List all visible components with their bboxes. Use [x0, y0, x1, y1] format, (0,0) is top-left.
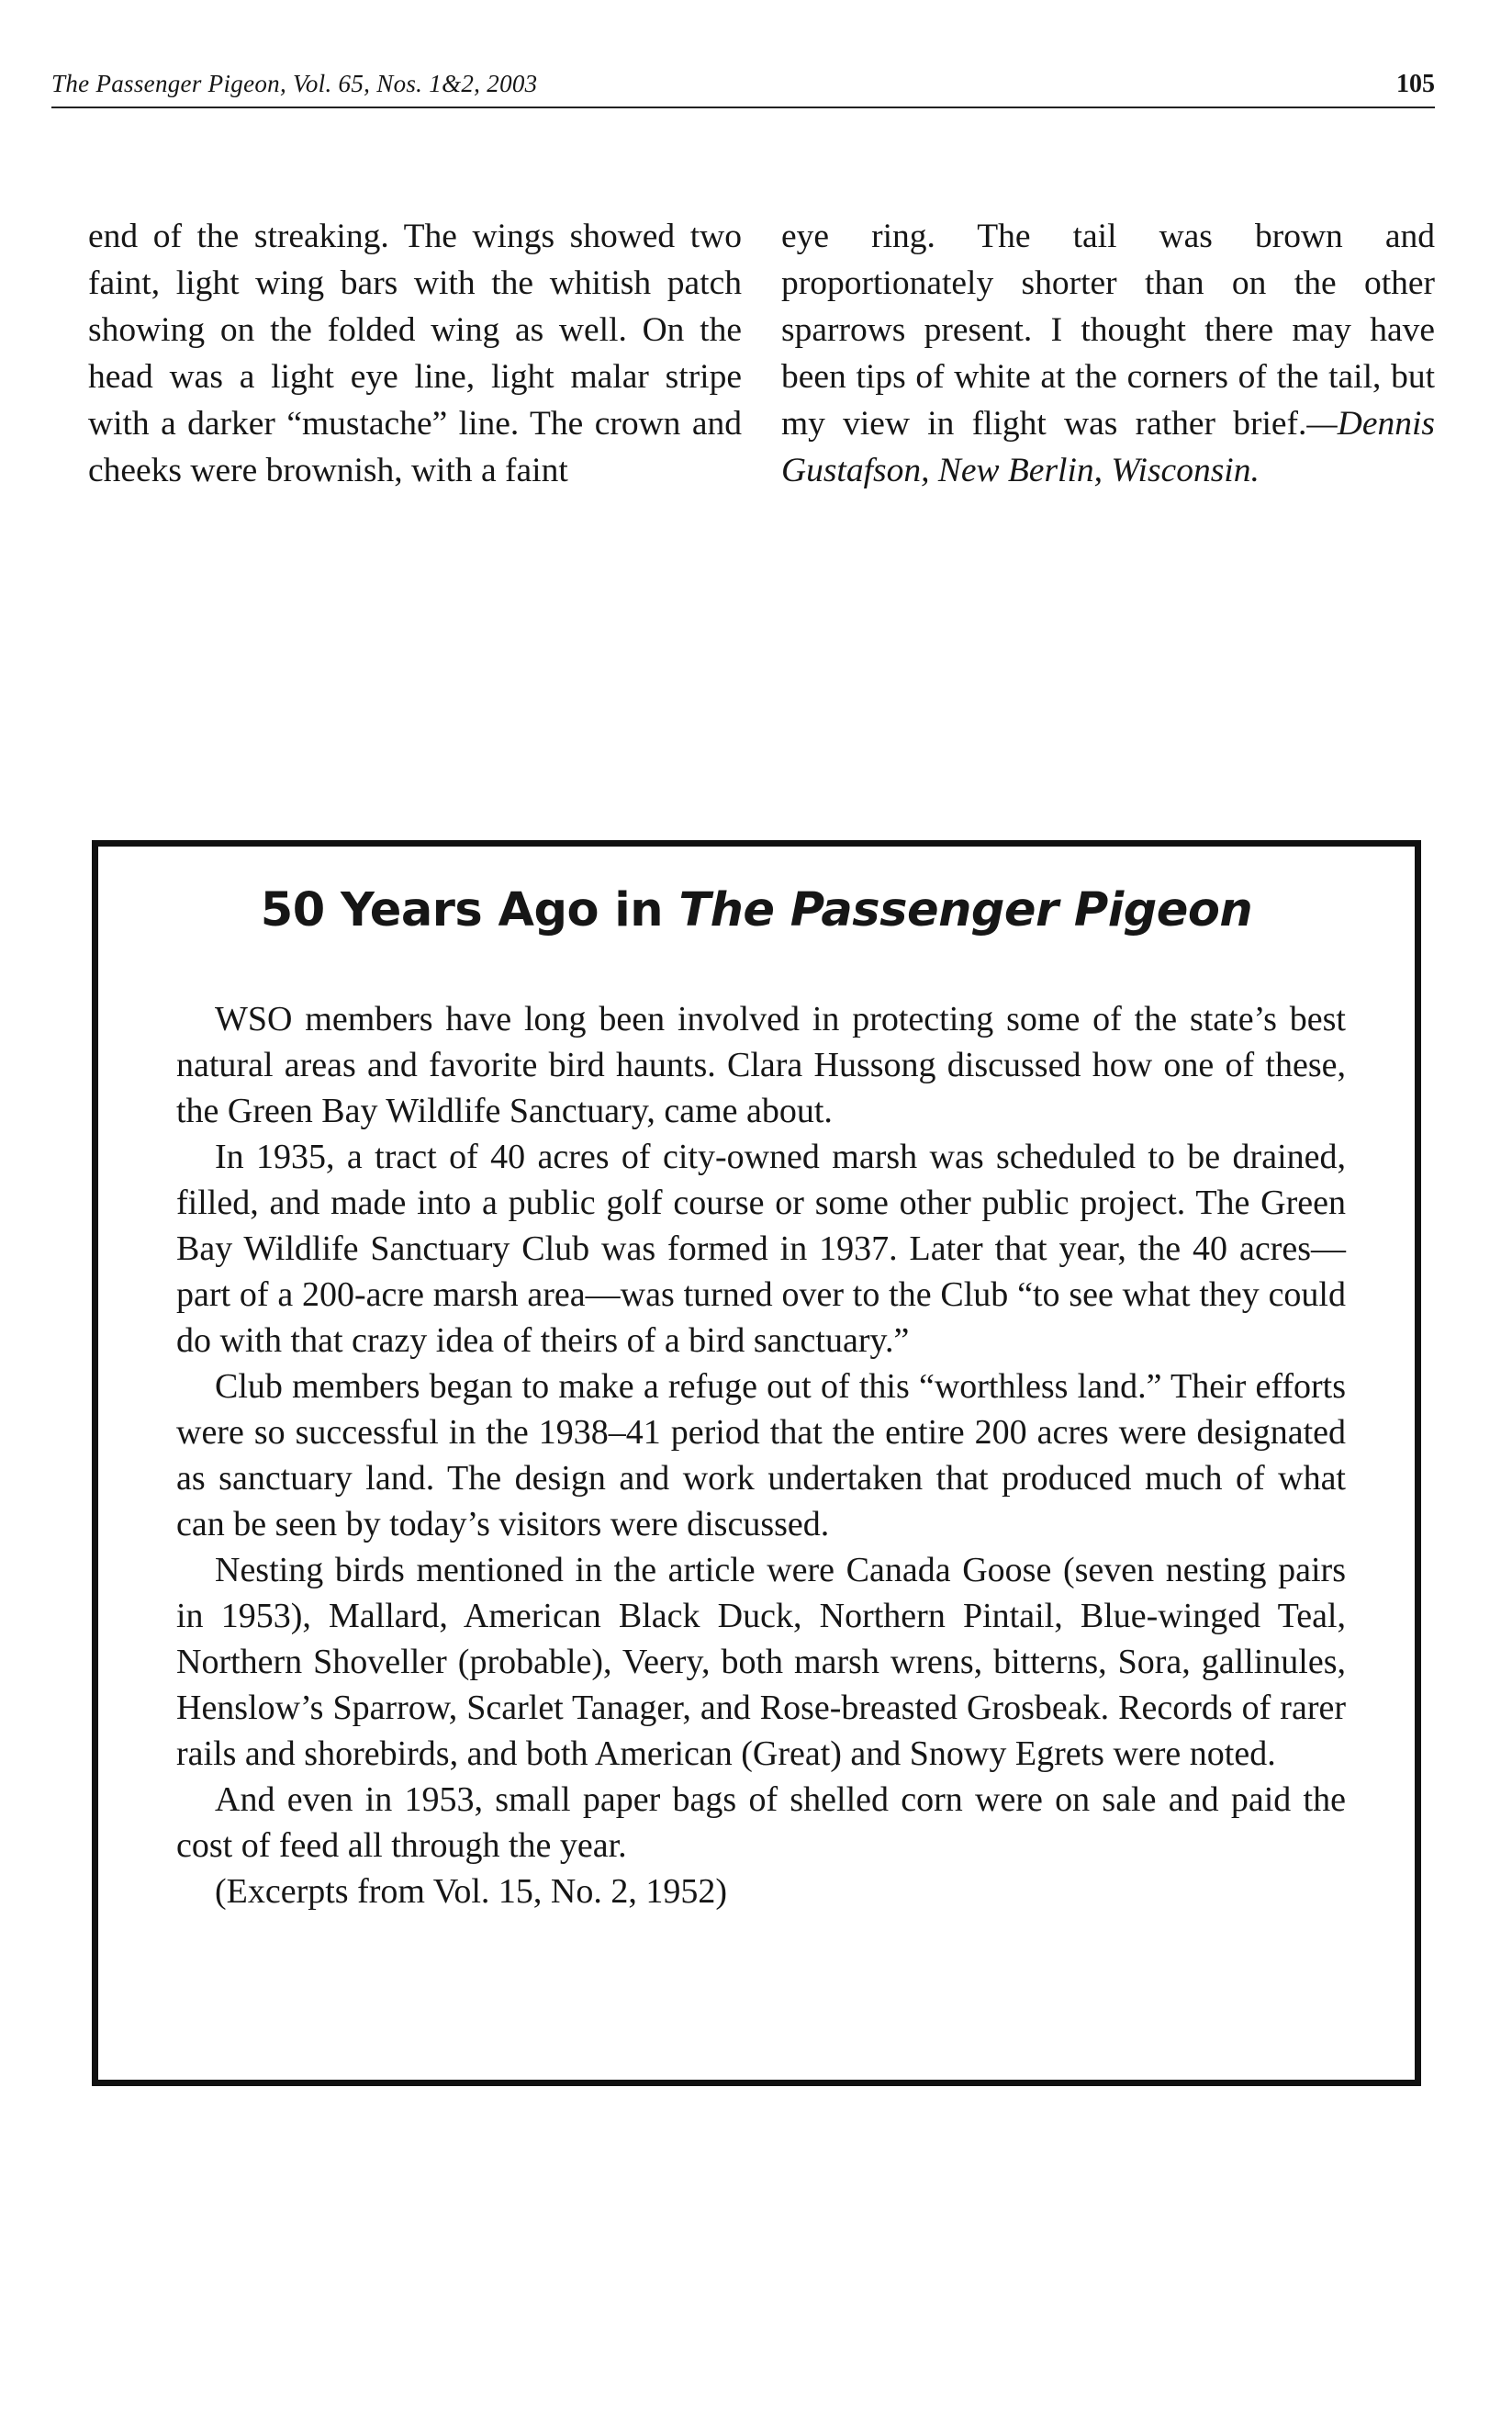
running-head: [51, 70, 1435, 108]
box-title-prefix: 50 Years Ago in: [260, 883, 679, 937]
box-title-journal: The Passenger Pigeon: [678, 883, 1253, 937]
box-body: [176, 996, 1346, 1914]
box-title: [98, 883, 1415, 937]
article-text-left: end of the streaking. The wings showed two faint, light wing bars with the whitish patch showing on the folded wing as well. On the head was a light eye line, light malar stripe with a darker “mustache” line. The crown and cheeks were brownish, with a faint: [88, 218, 742, 489]
box-paragraph: And even in 1953, small paper bags of shelled corn were on sale and paid the cost of feed all through the year.: [176, 1780, 1346, 1865]
journal-title: The Passenger Pigeon, Vol. 65, Nos. 1&2, 2003: [51, 70, 538, 97]
article-text-right-body: eye ring. The tail was brown and proportionately shorter than on the other sparrows present. I thought there may have been tips of white at the corners of the tail, but my view in flight was rather brief.: [781, 218, 1435, 443]
fifty-years-ago-box: [92, 840, 1421, 2086]
box-source-note: (Excerpts from Vol. 15, No. 2, 1952): [215, 1872, 727, 1911]
box-paragraph: WSO members have long been involved in protecting some of the state’s best natural areas and favorite bird haunts. Clara Hussong discussed how one of these, the Green Bay Wildlife Sanctuary, came about.: [176, 1000, 1346, 1130]
article-column-right: [781, 213, 1435, 494]
box-paragraph: Nesting birds mentioned in the article were Canada Goose (seven nesting pairs in 1953), Mallard, American Black Duck, Northern Pintail, Blue-winged Teal, Northern Shoveller (probable), Veery, both marsh wrens, bitterns, Sora, gallinules, Henslow’s Sparrow, Scarlet Tanager, and Rose-breasted Grosbeak. Records of rarer rails and shorebirds, and both American (Great) and Snowy Egrets were noted.: [176, 1551, 1346, 1773]
page-number: 105: [1396, 70, 1435, 98]
author-signature: —Dennis Gustafson, New Berlin, Wisconsin.: [781, 405, 1435, 489]
box-paragraph: In 1935, a tract of 40 acres of city-owned marsh was scheduled to be drained, filled, and made into a public golf course or some other public project. The Green Bay Wildlife Sanctuary Club was formed in 1937. Later that year, the 40 acres—part of a 200-acre marsh area—was turned over to the Club “to see what they could do with that crazy idea of theirs of a bird sanctuary.”: [176, 1138, 1346, 1360]
article-column-left: [88, 213, 742, 494]
article-text-right: [781, 213, 1435, 494]
box-paragraph: Club members began to make a refuge out of this “worthless land.” Their efforts were so successful in the 1938–41 period that the entire 200 acres were designated as sanctuary land. The design and work undertaken that produced much of what can be seen by today’s visitors were discussed.: [176, 1367, 1346, 1543]
